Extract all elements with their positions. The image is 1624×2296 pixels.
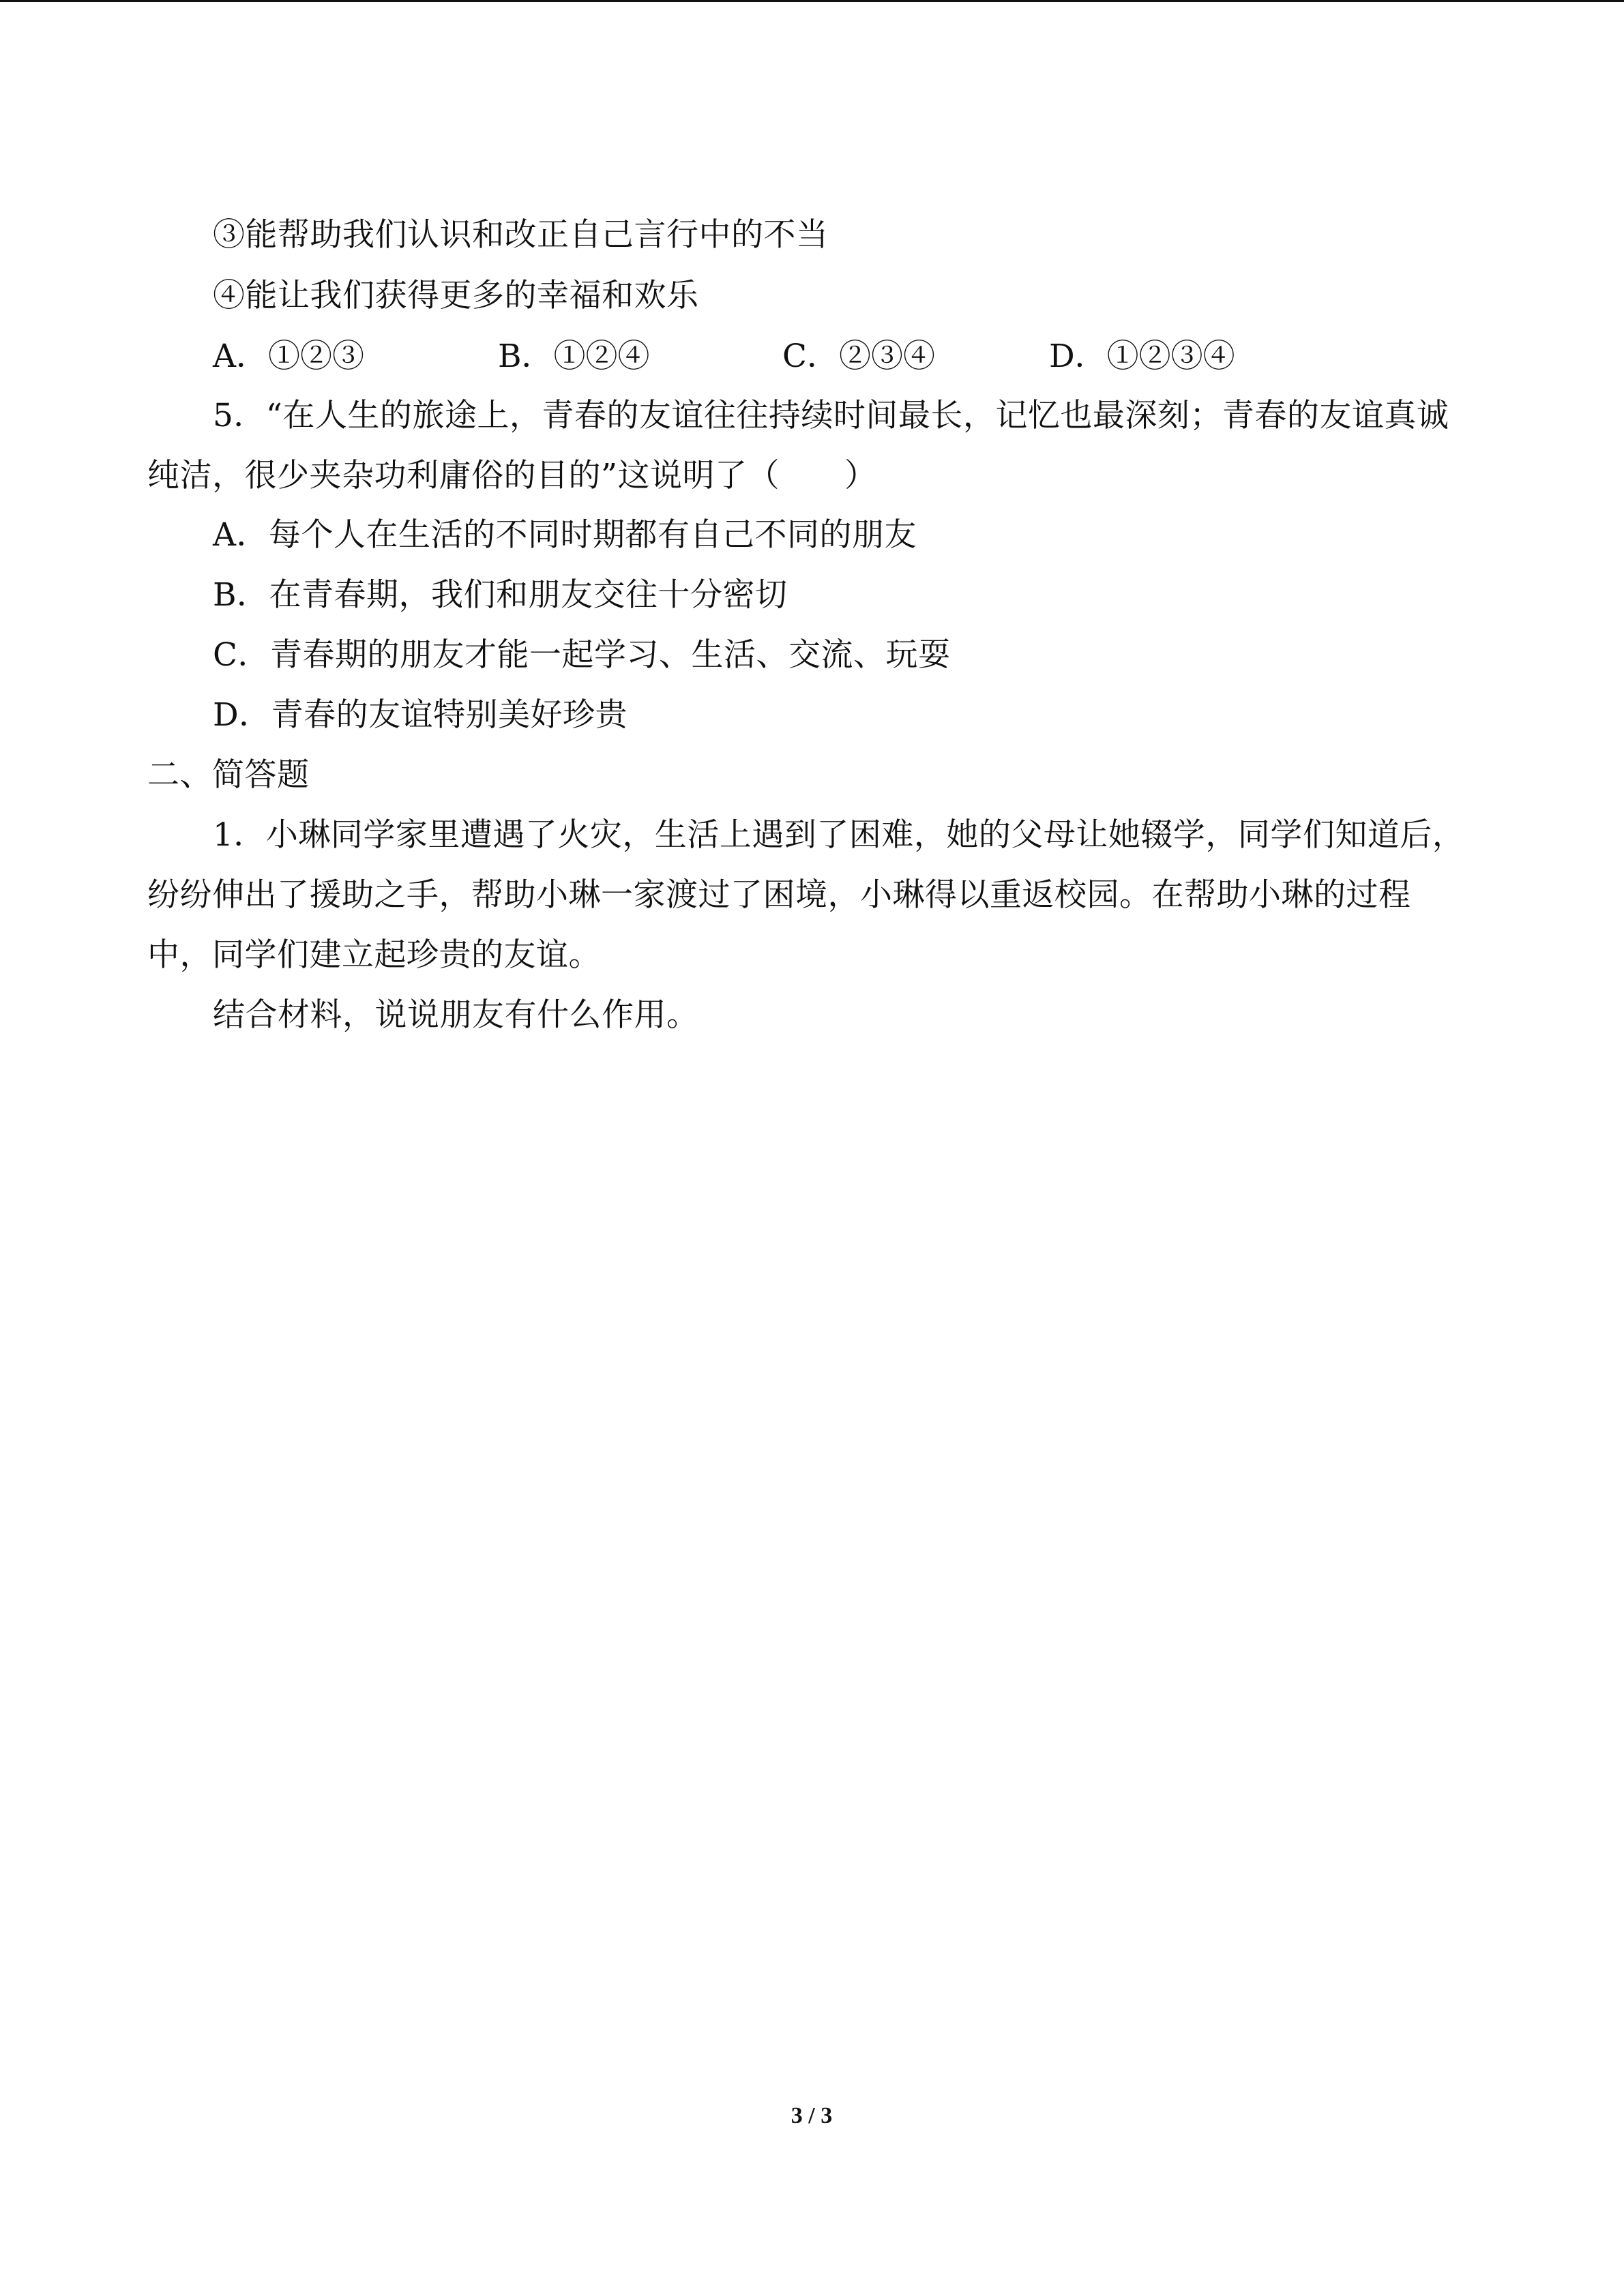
q4-statement-3: ③能帮助我们认识和改正自己言行中的不当 bbox=[213, 216, 829, 254]
q4-option-d: D．①②③④ bbox=[1049, 338, 1235, 375]
sa-q1-line-2: 纷纷伸出了援助之手，帮助小琳一家渡过了困境，小琳得以重返校园。在帮助小琳的过程 bbox=[147, 876, 1411, 914]
q5-option-c: C．青春期的朋友才能一起学习、生活、交流、玩耍 bbox=[213, 636, 951, 674]
q4-option-b: B．①②④ bbox=[498, 338, 650, 375]
q4-statement-4: ④能让我们获得更多的幸福和欢乐 bbox=[213, 277, 699, 314]
sa-q1-line-1: 1．小琳同学家里遭遇了火灾，生活上遇到了困难，她的父母让她辍学，同学们知道后， bbox=[213, 816, 1465, 854]
section-heading-short-answer: 二、简答题 bbox=[147, 756, 310, 794]
q4-option-a: A．①②③ bbox=[213, 338, 364, 375]
q5-option-b: B．在青春期，我们和朋友交往十分密切 bbox=[213, 576, 788, 614]
sa-q1-prompt: 结合材料，说说朋友有什么作用。 bbox=[213, 996, 699, 1034]
q5-option-d: D．青春的友谊特别美好珍贵 bbox=[213, 696, 628, 734]
q5-option-a: A．每个人在生活的不同时期都有自己不同的朋友 bbox=[213, 516, 917, 554]
q4-option-c: C．②③④ bbox=[782, 338, 935, 375]
q5-stem-line-2: 纯洁，很少夹杂功利庸俗的目的”这说明了（ ） bbox=[147, 457, 877, 494]
page-number: 3 / 3 bbox=[791, 2103, 833, 2128]
q5-stem-line-1: 5．“在人生的旅途上，青春的友谊往往持续时间最长，记忆也最深刻；青春的友谊真诚 bbox=[213, 397, 1449, 434]
q4-options-row bbox=[213, 336, 1509, 377]
sa-q1-line-3: 中，同学们建立起珍贵的友谊。 bbox=[147, 936, 601, 974]
